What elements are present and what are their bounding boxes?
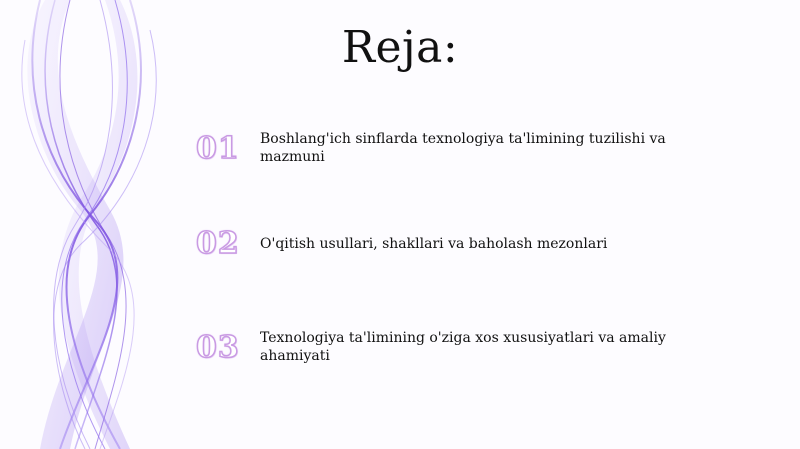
agenda-item-text: O'qitish usullari, shakllari va baholash mezonlari: [260, 235, 608, 252]
agenda-item-number: 03: [196, 329, 240, 365]
agenda-item-number: 01: [196, 130, 240, 166]
agenda-item-2: [196, 226, 716, 261]
purple-wave-ribbon-icon: [0, 0, 200, 449]
agenda-item-number: 02: [196, 226, 240, 261]
agenda-item-text: Boshlang'ich sinflarda texnologiya ta'limining tuzilishi va mazmuni: [260, 131, 666, 165]
slide-title: Reja:: [341, 22, 459, 73]
agenda-item-text: Texnologiya ta'limining o'ziga xos xususiyatlari va amaliy ahamiyati: [260, 330, 666, 364]
agenda-item-3: [196, 329, 716, 365]
agenda-item-1: [196, 130, 716, 166]
